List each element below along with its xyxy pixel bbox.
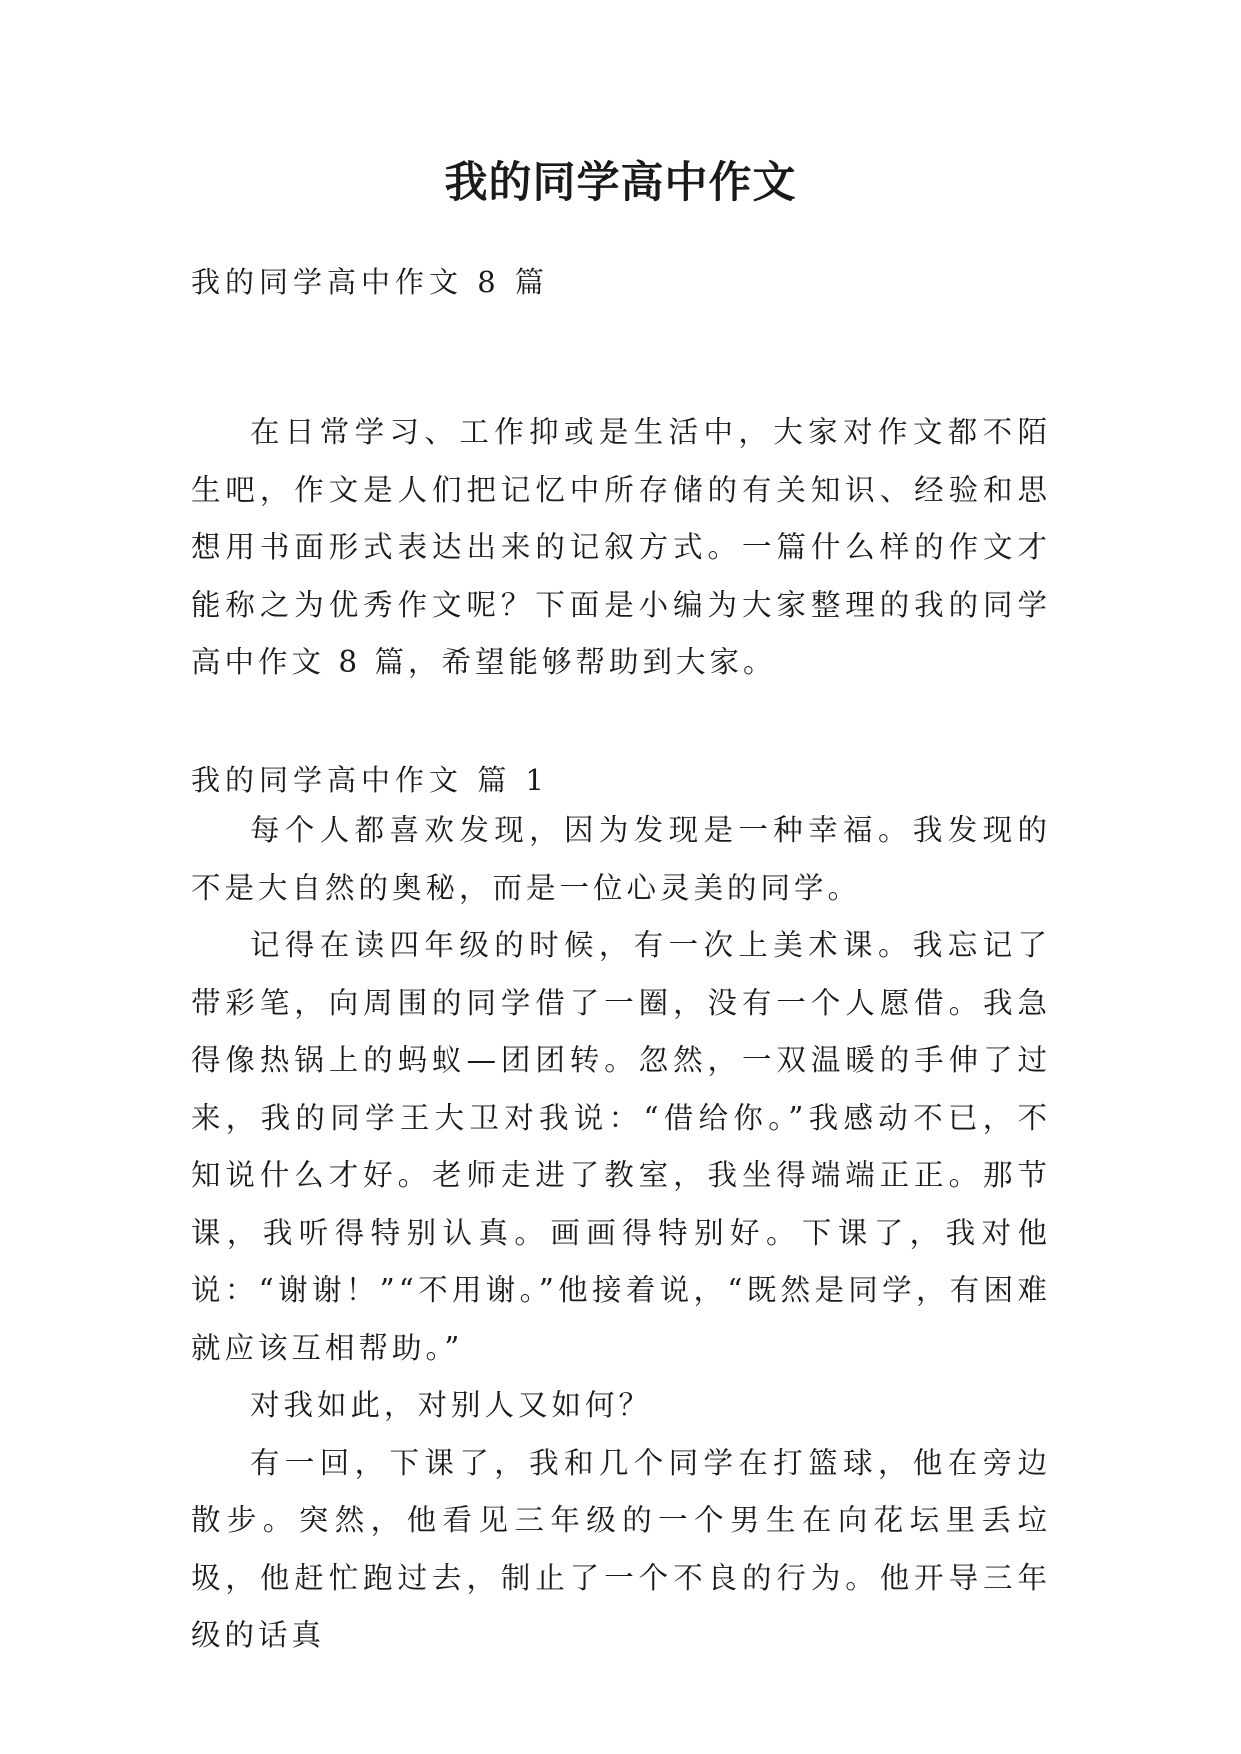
essay-paragraph-3: 对我如此，对别人又如何？ (250, 1388, 653, 1422)
intro-paragraph: 在日常学习、工作抑或是生活中，大家对作文都不陌生吧，作文是人们把记忆中所存储的有关知识、经验和思想用书面形式表达出来的记叙方式。一篇什么样的作文才能称之为优秀作文呢？下面是小编为大家整理的我的同学高中作文 8 篇，希望能够帮助到大家。 (191, 415, 1051, 679)
essay-body (191, 802, 1051, 1665)
intro-block (191, 404, 1051, 692)
document-title: 我的同学高中作文 (444, 158, 797, 208)
section-heading: 我的同学高中作文 篇 1 (191, 763, 549, 797)
essay-paragraph-2: 记得在读四年级的时候，有一次上美术课。我忘记了带彩笔，向周围的同学借了一圈，没有一个人愿借。我急得像热锅上的蚂蚁—团团转。忽然，一双温暖的手伸了过来，我的同学王大卫对我说：“借给你。”我感动不已，不知说什么才好。老师走进了教室，我坐得端端正正。那节课，我听得特别认真。画画得特别好。下课了，我对他说：“谢谢！”“不用谢。”他接着说，“既然是同学，有困难就应该互相帮助。” (191, 928, 1051, 1365)
essay-paragraph-4: 有一回，下课了，我和几个同学在打篮球，他在旁边散步。突然，他看见三年级的一个男生在向花坛里丢垃圾，他赶忙跑过去，制止了一个不良的行为。他开导三年级的话真 (191, 1445, 1051, 1652)
essay-paragraph-1: 每个人都喜欢发现，因为发现是一种幸福。我发现的不是大自然的奥秘，而是一位心灵美的同学。 (191, 813, 1051, 905)
document-subtitle: 我的同学高中作文 8 篇 (191, 265, 549, 299)
